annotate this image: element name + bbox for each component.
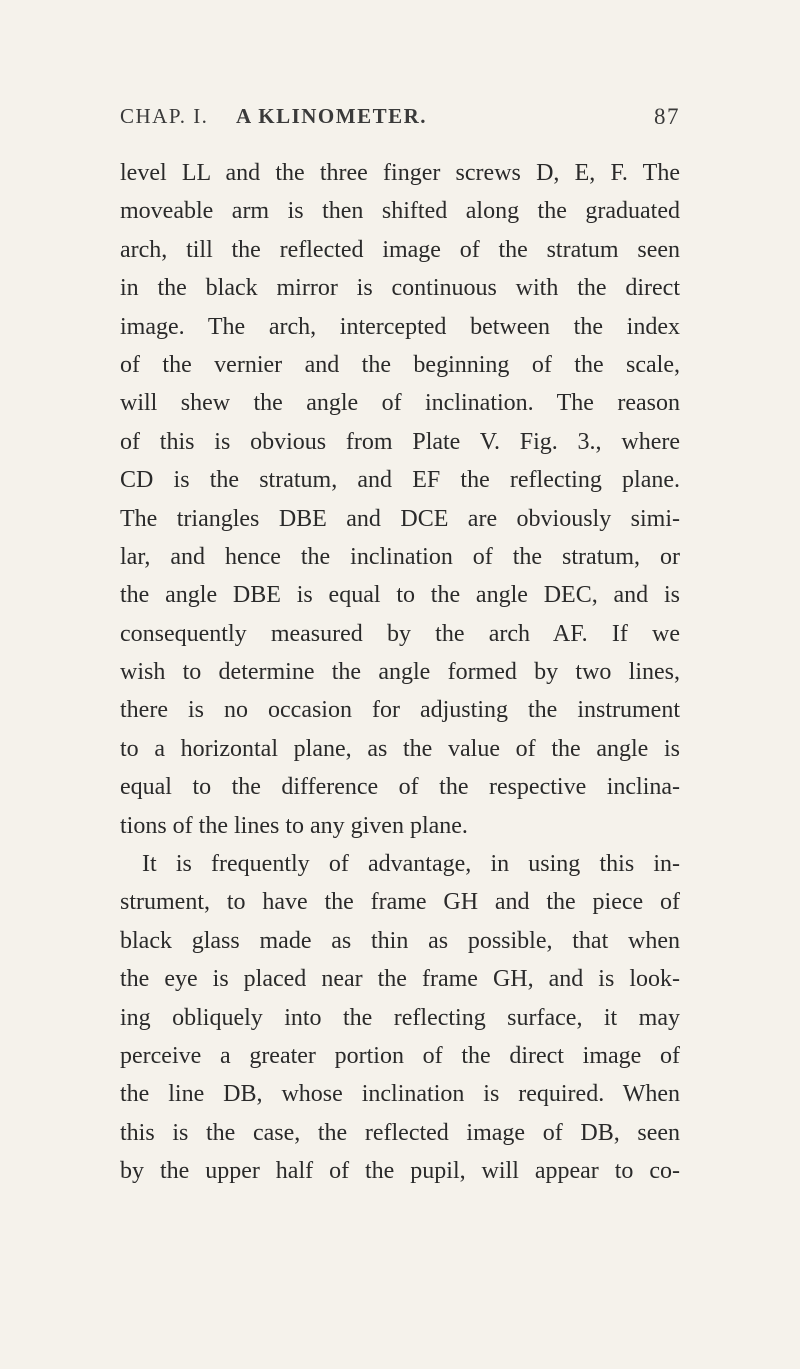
text-line: black glass made as thin as possible, that when: [120, 927, 680, 954]
text-line: It is frequently of advantage, in using this in-: [142, 851, 680, 878]
text-line: wish to determine the angle formed by two lines,: [120, 659, 680, 686]
text-line: by the upper half of the pupil, will appear to co-: [120, 1158, 680, 1185]
text-line: will shew the angle of inclination. The reason: [120, 390, 680, 417]
text-line: image. The arch, intercepted between the index: [120, 313, 680, 340]
text-line: equal to the difference of the respective inclina-: [120, 774, 680, 801]
text-line: The triangles DBE and DCE are obviously simi-: [120, 505, 680, 532]
text-line: arch, till the reflected image of the stratum seen: [120, 236, 680, 263]
text-line: in the black mirror is continuous with the direct: [120, 275, 680, 302]
text-line: CD is the stratum, and EF the reflecting plane.: [120, 467, 680, 494]
text-line: ing obliquely into the reflecting surface, it may: [120, 1004, 680, 1031]
text-line: of this is obvious from Plate V. Fig. 3., where: [120, 428, 680, 455]
text-line: level LL and the three finger screws D, E, F. The: [120, 160, 680, 186]
text-line: of the vernier and the beginning of the scale,: [120, 351, 680, 378]
text-line: the line DB, whose inclination is required. When: [120, 1081, 680, 1108]
chapter-label: CHAP. I.: [120, 104, 209, 128]
text-line: moveable arm is then shifted along the graduated: [120, 198, 680, 225]
text-line: the angle DBE is equal to the angle DEC, and is: [120, 582, 680, 609]
body-text: [120, 154, 680, 1191]
text-line: tions of the lines to any given plane.: [120, 812, 468, 839]
text-line: this is the case, the reflected image of DB, seen: [120, 1119, 680, 1146]
text-line: to a horizontal plane, as the value of the angle is: [120, 735, 680, 762]
page-number: 87: [654, 104, 680, 129]
text-line: the eye is placed near the frame GH, and is look-: [120, 966, 680, 993]
chapter-title: A KLINOMETER.: [236, 104, 428, 128]
running-head: [120, 104, 680, 134]
text-line: there is no occasion for adjusting the instrument: [120, 697, 680, 724]
text-line: perceive a greater portion of the direct image of: [120, 1042, 680, 1069]
text-line: strument, to have the frame GH and the piece of: [120, 889, 680, 916]
text-line: consequently measured by the arch AF. If we: [120, 620, 680, 647]
text-line: lar, and hence the inclination of the stratum, or: [120, 543, 680, 570]
